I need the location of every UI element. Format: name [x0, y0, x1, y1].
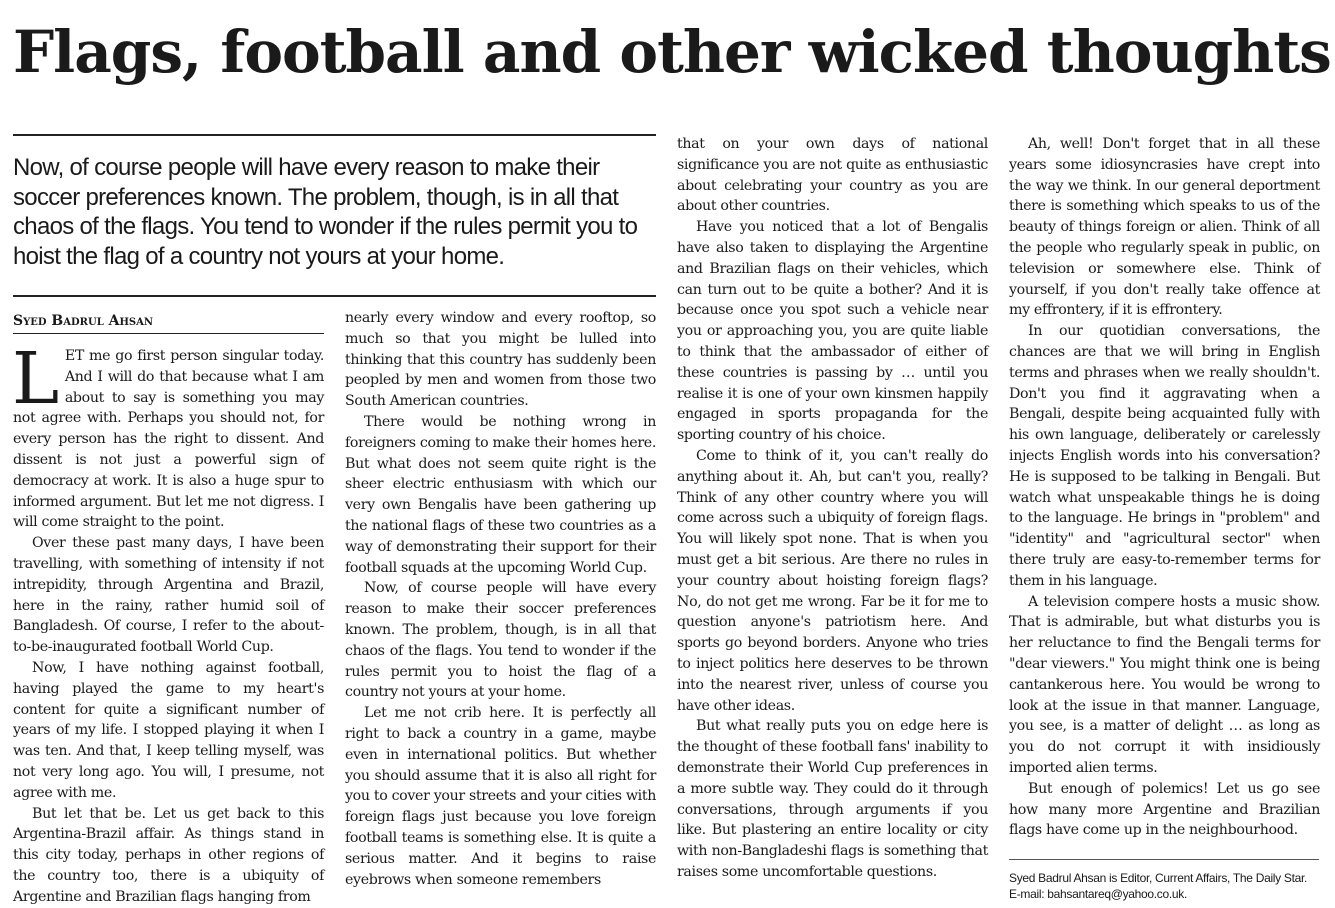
author-footnote-role: Syed Badrul Ahsan is Editor, Current Affairs, The Daily Star.	[1009, 871, 1308, 885]
paragraph: nearly every window and every rooftop, so much so that you might be lulled into thinking that this country has suddenly been peopled by men and women from those two South American countries.	[345, 310, 656, 410]
column-1	[12, 337, 324, 908]
dropcap: L	[12, 337, 59, 420]
paragraph	[12, 337, 324, 533]
column-2	[345, 308, 656, 890]
paragraph: Now, of course people will have every reason to make their soccer preferences known. The problem, though, is in all that chaos of the flags. You tend to wonder if the rules permit you to hoist the flag of a country not yours at your home.	[345, 580, 656, 701]
paragraph: Have you noticed that a lot of Bengalis have also taken to displaying the Argentine and Brazilian flags on their vehicles, which can turn out to be quite a bother? And it is because once you spot such a vehicle near you or approaching you, you are quite liable to think that the ambassador of either of these countries is passing by … until you realise it is one of your own kinsmen happily engaged in sports propaganda for the sporting country of his choice.	[677, 219, 988, 444]
article-deck: Now, of course people will have every reason to make their soccer preferences known. The problem, though, is in all that chaos of the flags. You tend to wonder if the rules permit you to hoist the flag of a country not yours at your home.	[13, 154, 638, 270]
paragraph: A television compere hosts a music show. That is admirable, but what disturbs you is her reluctance to find the Bengali terms for "dear viewers." You might think one is being cantankerous here. You would be wrong to look at the issue in that manner. Language, you see, is a matter of delight … as long as you do not corrupt it with insidiously imported alien terms.	[1009, 593, 1320, 776]
author-footnote	[1009, 870, 1321, 902]
byline: Syed Badrul Ahsan	[13, 313, 154, 329]
paragraph: But what really puts you on edge here is the thought of these football fans' inability to demonstrate their World Cup preferences in a more subtle way. They could do it through conversations, through arguments if you like. But plastering an entire locality or city with non-Bangladeshi flags is something that raises some uncomfortable questions.	[677, 718, 988, 880]
deck-top-rule	[13, 134, 656, 136]
column-4	[1009, 134, 1320, 841]
paragraph: In our quotidian conversations, the chances are that we will bring in English terms and phrases when we really shouldn't. Don't you find it aggravating when a Bengali, despite being acquainted fully with his own language, deliberately or carelessly injects English words into his conversation? He is supposed to be talking in Bengali. But watch what unspeakable things he is doing to the language. He brings in "problem" and "identity" and "agricultural sector" when there truly are easy-to-remember terms for them in his language.	[1009, 323, 1320, 589]
column-3	[677, 134, 988, 883]
byline-rule	[13, 333, 324, 334]
paragraph: Come to think of it, you can't really do anything about it. Ah, but can't you, really? Think of any other country where you will come across such a ubiquity of foreign flags. You will likely spot none. That is when you must get a bit serious. Are there no rules in your country about hoisting foreign flags? No, do not get me wrong. Far be it for me to question anyone's patriotism here. And sports go beyond borders. Anyone who tries to inject politics here deserves to be thrown into the nearest river, unless of course you have other ideas.	[677, 447, 988, 714]
paragraph: There would be nothing wrong in foreigners coming to make their homes here. But what does not seem quite right is the sheer electric enthusiasm with which our very own Bengalis have been gathering up the national flags of these two countries as a way of demonstrating their support for their football squads at the upcoming World Cup.	[345, 413, 656, 576]
author-footnote-email: E-mail: bahsantareq@yahoo.co.uk.	[1009, 887, 1188, 901]
footnote-rule	[1009, 859, 1319, 860]
paragraph: Let me not crib here. It is perfectly all right to back a country in a game, maybe even in international politics. But whether you should assume that it is also all right for you to cover your streets and your cities with foreign flags just because you love foreign football teams is something else. It is quite a serious matter. And it begins to raise eyebrows when someone remembers	[345, 705, 656, 888]
deck-bottom-rule	[13, 295, 656, 297]
paragraph: Now, I have nothing against football, having played the game to my heart's content for quite a significant number of years of my life. I stopped playing it when I was ten. And that, I keep telling myself, was not very long ago. You will, I presume, not agree with me.	[13, 659, 324, 801]
paragraph: But enough of polemics! Let us go see how many more Argentine and Brazilian flags have come up in the neighbourhood.	[1009, 780, 1320, 839]
paragraph: Over these past many days, I have been travelling, with something of intensity if not intrepidity, through Argentina and Brazil, here in the rainy, rather humid soil of Bangladesh. Of course, I refer to the about-to-be-inaugurated football World Cup.	[13, 535, 324, 656]
article-headline: Flags, football and other wicked thoughts	[13, 18, 1331, 86]
paragraph-text: ET me go first person singular today. And I will do that because what I am about to say is something you may not agree with. Perhaps you should not, for every person has the right to dissent. And dissent is not just a powerful sign of democracy at work. It is also a huge spur to informed argument. But let me not digress. I will come straight to the point.	[13, 348, 324, 531]
paragraph: Ah, well! Don't forget that in all these years some idiosyncrasies have crept into the way we think. In our general deportment there is something which speaks to us of the beauty of things foreign or alien. Think of all the people who regularly speak in public, on television or somewhere else. Think of yourself, if you don't really take offence at my effrontery, if it is effrontery.	[1009, 136, 1320, 319]
paragraph: that on your own days of national significance you are not quite as enthusiastic about celebrating your country as you are about other countries.	[677, 136, 988, 215]
paragraph: But let that be. Let us get back to this Argentina-Brazil affair. As things stand in this city today, perhaps in other regions of the country too, there is a ubiquity of Argentine and Brazilian flags hanging from	[13, 805, 324, 905]
